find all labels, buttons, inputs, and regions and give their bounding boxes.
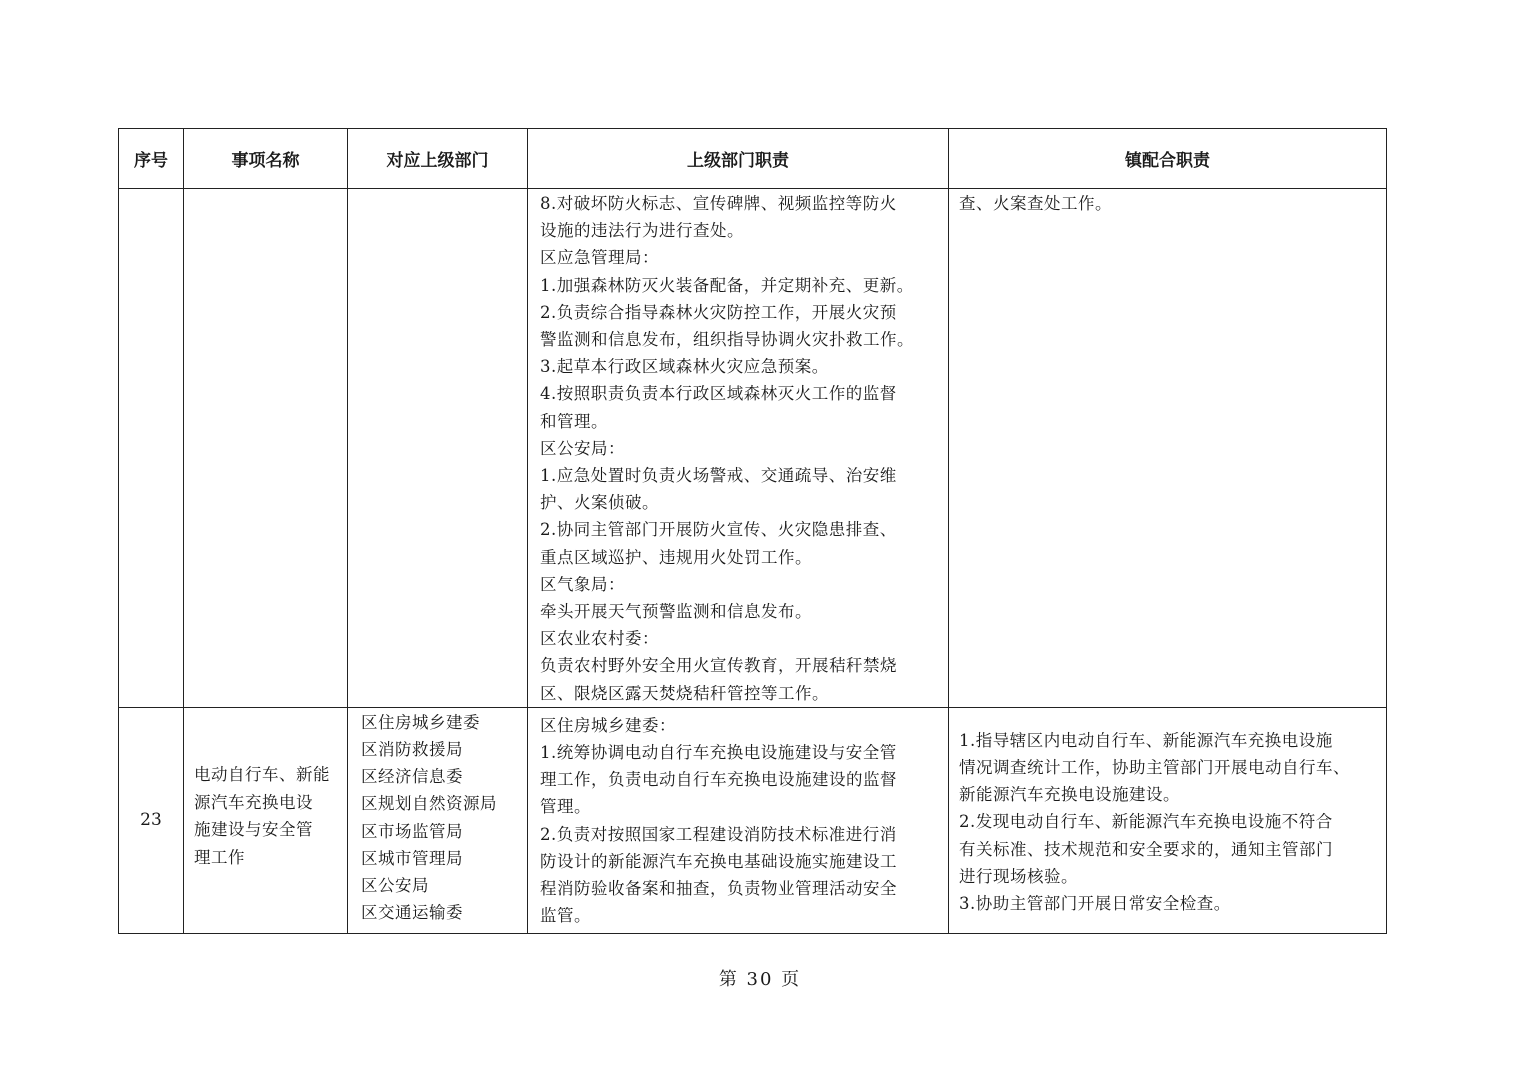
text-line: 区经济信息委: [361, 767, 463, 787]
text-line: 区农业农村委：: [540, 629, 659, 649]
text-line: 监管。: [540, 906, 591, 926]
header-item-name: 事项名称: [184, 129, 348, 189]
cell-department: [348, 707, 528, 933]
cell-town-duties: [949, 707, 1387, 933]
text-line: 2.负责综合指导森林火灾防控工作，开展火灾预: [540, 302, 897, 322]
text-line: 1.应急处置时负责火场警戒、交通疏导、治安维: [540, 466, 897, 486]
text-line: 进行现场核验。: [959, 866, 1078, 886]
text-line: 区、限烧区露天焚烧秸秆管控等工作。: [540, 683, 829, 703]
text-line: 理工作: [194, 847, 245, 867]
text-line: 护、火案侦破。: [540, 493, 659, 513]
text-line: 2.协同主管部门开展防火宣传、火灾隐患排查、: [540, 520, 897, 540]
text-line: 源汽车充换电设: [194, 792, 313, 812]
text-line: 8.对破坏防火标志、宣传碑牌、视频监控等防火: [540, 194, 897, 213]
table-row: [119, 707, 1387, 933]
cell-item-name: [184, 707, 348, 933]
text-line: 区城市管理局: [361, 848, 463, 868]
text-line: 3.起草本行政区域森林火灾应急预案。: [540, 357, 829, 377]
text-line: 2.负责对按照国家工程建设消防技术标准进行消: [540, 824, 897, 844]
text-line: 程消防验收备案和抽查，负责物业管理活动安全: [540, 879, 897, 899]
text-line: 新能源汽车充换电设施建设。: [959, 785, 1180, 805]
text-line: 防设计的新能源汽车充换电基础设施实施建设工: [540, 851, 897, 871]
text-line: 区应急管理局：: [540, 248, 659, 268]
text-line: 3.协助主管部门开展日常安全检查。: [959, 894, 1231, 914]
text-line: 区公安局：: [540, 438, 625, 458]
cell-department: [348, 189, 528, 708]
text-line: 警监测和信息发布，组织指导协调火灾扑救工作。: [540, 330, 914, 350]
table-header-row: [119, 129, 1387, 189]
page-number: 第 30 页: [718, 969, 802, 990]
text-line: 1.统筹协调电动自行车充换电设施建设与安全管: [540, 743, 897, 763]
cell-responsibilities: [528, 189, 949, 708]
cell-responsibilities: [528, 707, 949, 933]
text-line: 电动自行车、新能: [194, 765, 330, 785]
text-line: 情况调查统计工作，协助主管部门开展电动自行车、: [959, 758, 1350, 778]
duty-table: [118, 128, 1387, 934]
text-line: 负责农村野外安全用火宣传教育，开展秸秆禁烧: [540, 656, 897, 676]
cell-item-name: [184, 189, 348, 708]
text-line: 管理。: [540, 797, 591, 817]
text-line: 2.发现电动自行车、新能源汽车充换电设施不符合: [959, 812, 1333, 832]
text-line: 牵头开展天气预警监测和信息发布。: [540, 602, 812, 622]
text-line: 1.指导辖区内电动自行车、新能源汽车充换电设施: [959, 730, 1333, 750]
text-line: 区交通运输委: [361, 903, 463, 923]
text-line: 查、火案查处工作。: [959, 194, 1112, 213]
text-line: 重点区域巡护、违规用火处罚工作。: [540, 547, 812, 567]
text-line: 区公安局: [361, 876, 429, 896]
header-town-duties: 镇配合职责: [949, 129, 1387, 189]
header-department: 对应上级部门: [348, 129, 528, 189]
text-line: 区住房城乡建委: [361, 712, 480, 732]
text-line: 有关标准、技术规范和安全要求的，通知主管部门: [959, 839, 1333, 859]
header-responsibilities: 上级部门职责: [528, 129, 949, 189]
text-line: 设施的违法行为进行查处。: [540, 221, 744, 241]
cell-no: [119, 189, 184, 708]
cell-town-duties: [949, 189, 1387, 708]
text-line: 区住房城乡建委：: [540, 715, 676, 735]
text-line: 4.按照职责负责本行政区域森林灭火工作的监督: [540, 384, 897, 404]
text-line: 理工作，负责电动自行车充换电设施建设的监督: [540, 770, 897, 790]
header-no: 序号: [119, 129, 184, 189]
text-line: 施建设与安全管: [194, 820, 313, 840]
text-line: 区气象局：: [540, 574, 625, 594]
text-line: 区市场监管局: [361, 821, 463, 841]
text-line: 区消防救援局: [361, 740, 463, 760]
cell-no: 23: [119, 707, 184, 933]
text-line: 和管理。: [540, 411, 608, 431]
table-row: [119, 189, 1387, 708]
text-line: 区规划自然资源局: [361, 794, 497, 814]
text-line: 1.加强森林防灭火装备配备，并定期补充、更新。: [540, 275, 914, 295]
